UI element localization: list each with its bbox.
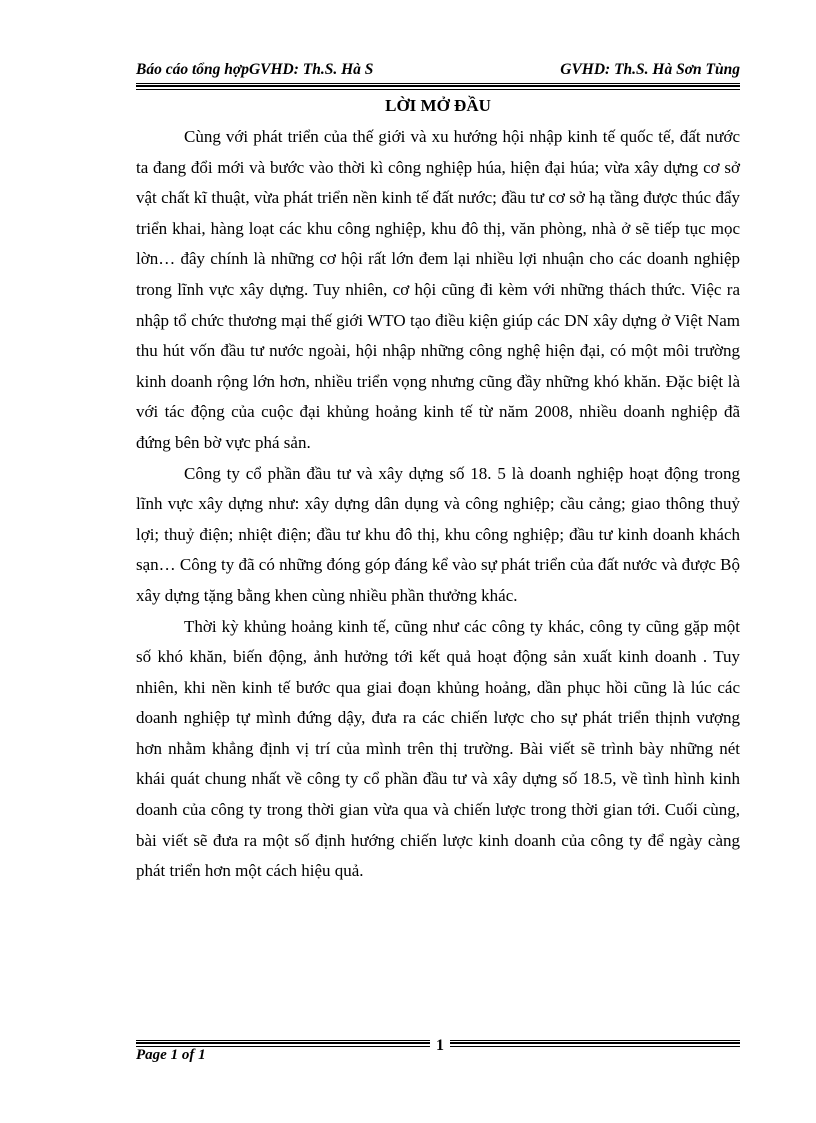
header-left-text: Báo cáo tổng hợpGVHD: Th.S. Hà S bbox=[136, 61, 374, 78]
page-header bbox=[136, 58, 740, 84]
header-divider bbox=[136, 83, 740, 84]
page-number: 1 bbox=[430, 1037, 450, 1055]
paragraph: Công ty cổ phần đầu tư và xây dựng số 18. 5 là doanh nghiệp hoạt động trong lĩnh vực xây dựng như: xây dựng dân dụng và công nghiệp; cầu cảng; giao thông thuỷ lợi; thuỷ điện; nhiệt điện; đầu tư khu đô thị, khu công nghiệp; đầu tư kinh doanh khách sạn… Công ty đã có những đóng góp đáng kể vào sự phát triển của đất nước và được Bộ xây dựng tặng bằng khen cùng nhiều phần thưởng khác. bbox=[136, 463, 740, 605]
page-title: LỜI MỞ ĐẦU bbox=[385, 96, 491, 115]
paragraph: Cùng với phát triển của thế giới và xu hướng hội nhập kinh tế quốc tế, đất nước ta đang đổi mới và bước vào thời kì công nghiệp húa, hiện đại húa; vừa xây dựng cơ sở vật chất kĩ thuật, vừa phát triển nền kinh tế đất nước; đầu tư cơ sở hạ tầng được thúc đẩy triển khai, hàng loạt các khu công nghiệp, khu đô thị, văn phòng, nhà ở sẽ tiếp tục mọc lờn… đây chính là những cơ hội rất lớn đem lại nhiều lợi nhuận cho các doanh nghiệp trong lĩnh vực xây dựng. Tuy nhiên, cơ hội cũng đi kèm với những thách thức. Việc ra nhập tổ chức thương mại thế giới WTO tạo điều kiện giúp các DN xây dựng ở Việt Nam thu hút vốn đầu tư nước ngoài, hội nhập những công nghệ hiện đại, có một môi trường kinh doanh rộng lớn hơn, nhiều triển vọng nhưng cũng đầy những khó khăn. Đặc biệt là với tác động của cuộc đại khủng hoảng kinh tế từ năm 2008, nhiều doanh nghiệp đã đứng bên bờ vực phá sản. bbox=[136, 127, 740, 452]
document-body bbox=[136, 122, 740, 887]
header-right-text: GVHD: Th.S. Hà Sơn Tùng bbox=[560, 61, 740, 78]
header-divider bbox=[136, 89, 740, 90]
header-divider bbox=[136, 85, 740, 87]
footer-page-label: Page 1 of 1 bbox=[136, 1047, 206, 1063]
paragraph: Thời kỳ khủng hoảng kinh tế, cũng như các công ty khác, công ty cũng gặp một số khó khăn, biến động, ảnh hưởng tới kết quả hoạt động sản xuất kinh doanh . Tuy nhiên, khi nền kinh tế bước qua giai đoạn khủng hoảng, dần phục hồi cũng là lúc các doanh nghiệp tự mình đứng dậy, đưa ra các chiến lược cho sự phát triển thịnh vượng hơn nhằm khẳng định vị trí của mình trên thị trường. Bài viết sẽ trình bày những nét khái quát chung nhất về công ty cổ phần đầu tư và xây dựng số 18.5, về tình hình kinh doanh của công ty trong thời gian vừa qua và chiến lược trong thời gian tới. Cuối cùng, bài viết sẽ đưa ra một số định hướng chiến lược kinh doanh của công ty để ngày càng phát triển hơn một cách hiệu quả. bbox=[136, 616, 740, 881]
